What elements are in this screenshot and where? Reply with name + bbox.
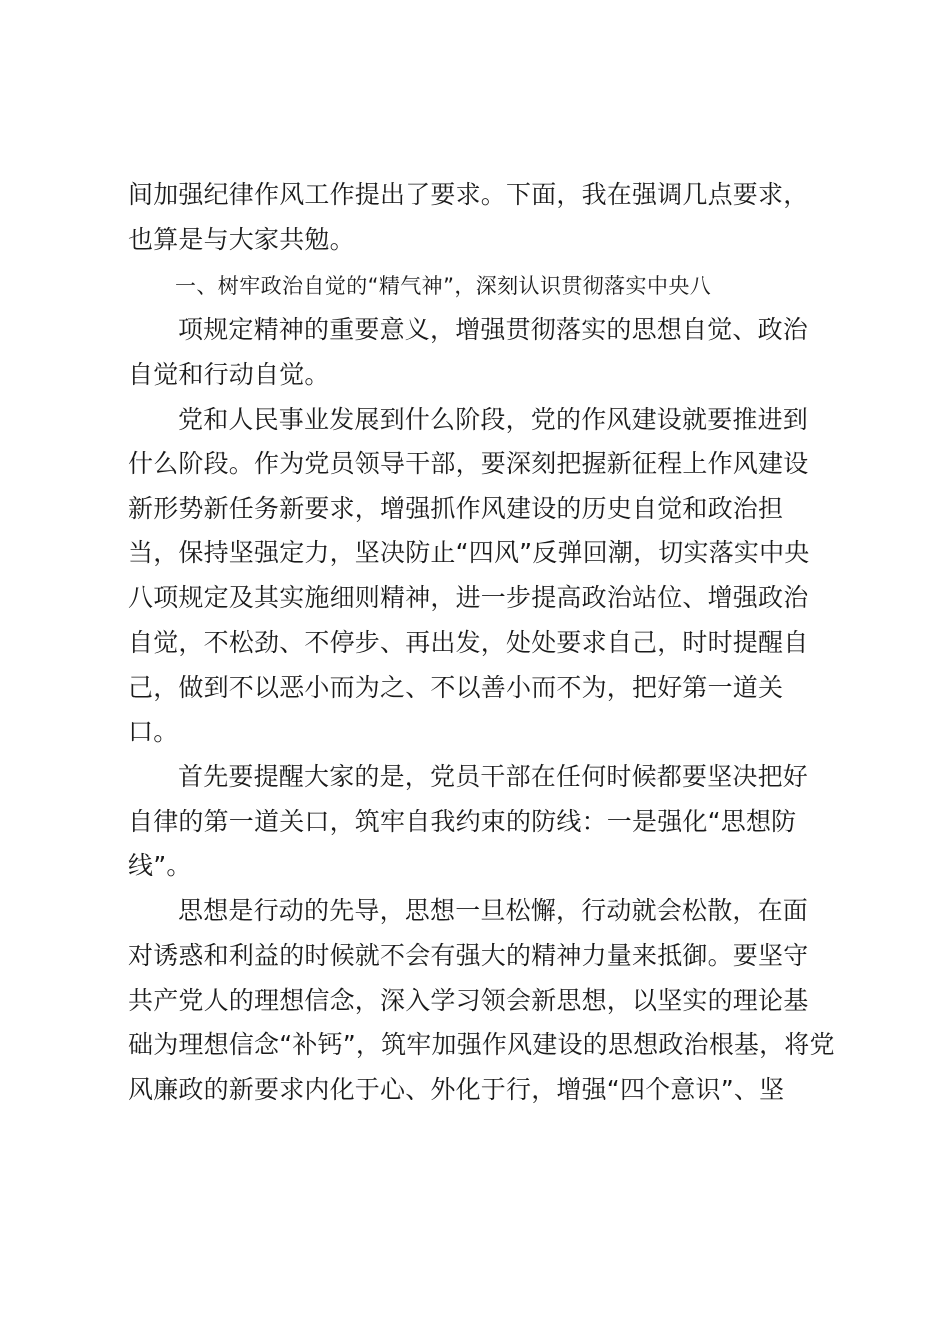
paragraph-line: 八项规定及其实施细则精神，进一步提高政治站位、增强政治 (128, 583, 809, 612)
section-heading-line: 一、树牢政治自觉的“精气神”，深刻认识贯彻落实中央八 (175, 274, 712, 298)
paragraph-line: 自觉，不松劲、不停步、再出发，处处要求自己，时时提醒自 (128, 628, 809, 657)
paragraph-line: 思想是行动的先导，思想一旦松懈，行动就会松散，在面 (178, 896, 809, 925)
paragraph-line: 风廉政的新要求内化于心、外化于行，增强“四个意识”、坚 (128, 1075, 785, 1104)
paragraph-line: 也算是与大家共勉。 (128, 225, 355, 254)
paragraph-line: 什么阶段。作为党员领导干部，要深刻把握新征程上作风建设 (128, 449, 809, 478)
paragraph-line: 础为理想信念“补钙”，筑牢加强作风建设的思想政治根基，将党 (128, 1030, 835, 1059)
paragraph-line: 口。 (128, 717, 179, 746)
paragraph-line: 党和人民事业发展到什么阶段，党的作风建设就要推进到 (178, 405, 809, 434)
paragraph-line: 首先要提醒大家的是，党员干部在任何时候都要坚决把好 (178, 762, 809, 791)
section-heading-line: 自觉和行动自觉。 (128, 360, 330, 389)
paragraph-line: 对诱惑和利益的时候就不会有强大的精神力量来抵御。要坚守 (128, 941, 809, 970)
paragraph-line: 当，保持坚强定力，坚决防止“四风”反弹回潮，切实落实中央 (128, 538, 810, 567)
section-heading-line: 项规定精神的重要意义，增强贯彻落实的思想自觉、政治 (178, 315, 809, 344)
paragraph-line: 线”。 (128, 851, 192, 880)
paragraph-line: 自律的第一道关口，筑牢自我约束的防线：一是强化“思想防 (128, 807, 797, 836)
paragraph-line: 共产党人的理想信念，深入学习领会新思想，以坚实的理论基 (128, 986, 809, 1015)
paragraph-line: 己，做到不以恶小而为之、不以善小而不为，把好第一道关 (128, 673, 784, 702)
paragraph-line: 间加强纪律作风工作提出了要求。下面，我在强调几点要求， (128, 180, 809, 209)
paragraph-line: 新形势新任务新要求，增强抓作风建设的历史自觉和政治担 (128, 494, 784, 523)
